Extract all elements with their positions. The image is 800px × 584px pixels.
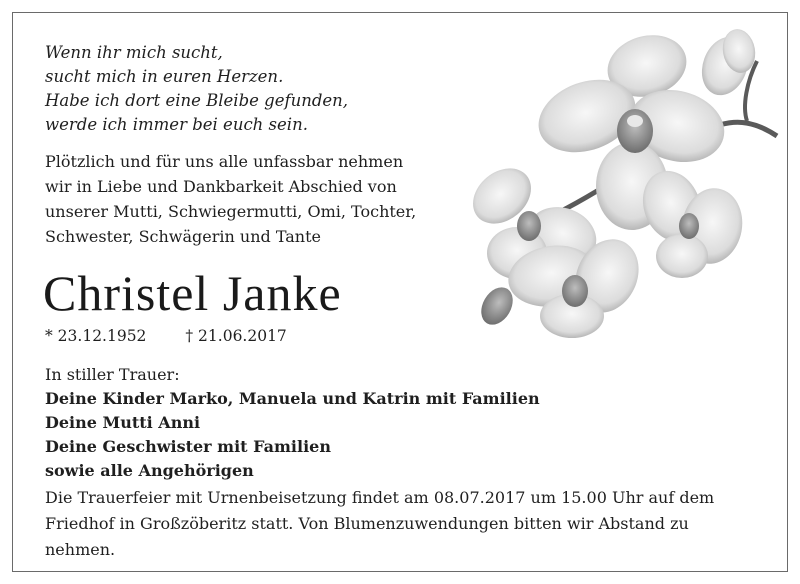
footer-line: Die Trauerfeier mit Urnenbeisetzung findet am 08.07.2017 um 15.00 Uhr auf dem [45, 488, 715, 507]
deceased-name: Christel Janke [43, 265, 342, 321]
mourner-line: Deine Geschwister mit Familien [45, 437, 331, 456]
mourner-line: Deine Mutti Anni [45, 413, 201, 432]
intro-text [45, 149, 416, 249]
poem-line: Wenn ihr mich sucht, [45, 43, 223, 62]
intro-line: Plötzlich und für uns alle unfassbar nehmen [45, 152, 404, 171]
mourner-line: Deine Kinder Marko, Manuela und Katrin mit Familien [45, 389, 540, 408]
funeral-notice [45, 485, 765, 563]
intro-line: wir in Liebe und Dankbarkeit Abschied von [45, 177, 397, 196]
orchid-icon [457, 21, 787, 341]
footer-line: nehmen. [45, 540, 116, 559]
poem-line: werde ich immer bei euch sein. [45, 115, 308, 134]
obituary-card [12, 12, 788, 572]
footer-line: Friedhof in Großzöberitz statt. Von Blumenzuwendungen bitten wir Abstand zu [45, 514, 689, 533]
poem-line: sucht mich in euren Herzen. [45, 67, 284, 86]
intro-line: unserer Mutti, Schwiegermutti, Omi, Tochter, [45, 202, 417, 221]
mourners-heading: In stiller Trauer: [45, 365, 180, 384]
death-date: † 21.06.2017 [185, 327, 287, 345]
birth-date: * 23.12.1952 [45, 327, 147, 345]
poem [45, 41, 348, 137]
mourners [45, 363, 540, 483]
mourner-line: sowie alle Angehörigen [45, 461, 254, 480]
life-dates [45, 327, 287, 345]
poem-line: Habe ich dort eine Bleibe gefunden, [45, 91, 349, 110]
intro-line: Schwester, Schwägerin und Tante [45, 227, 321, 246]
